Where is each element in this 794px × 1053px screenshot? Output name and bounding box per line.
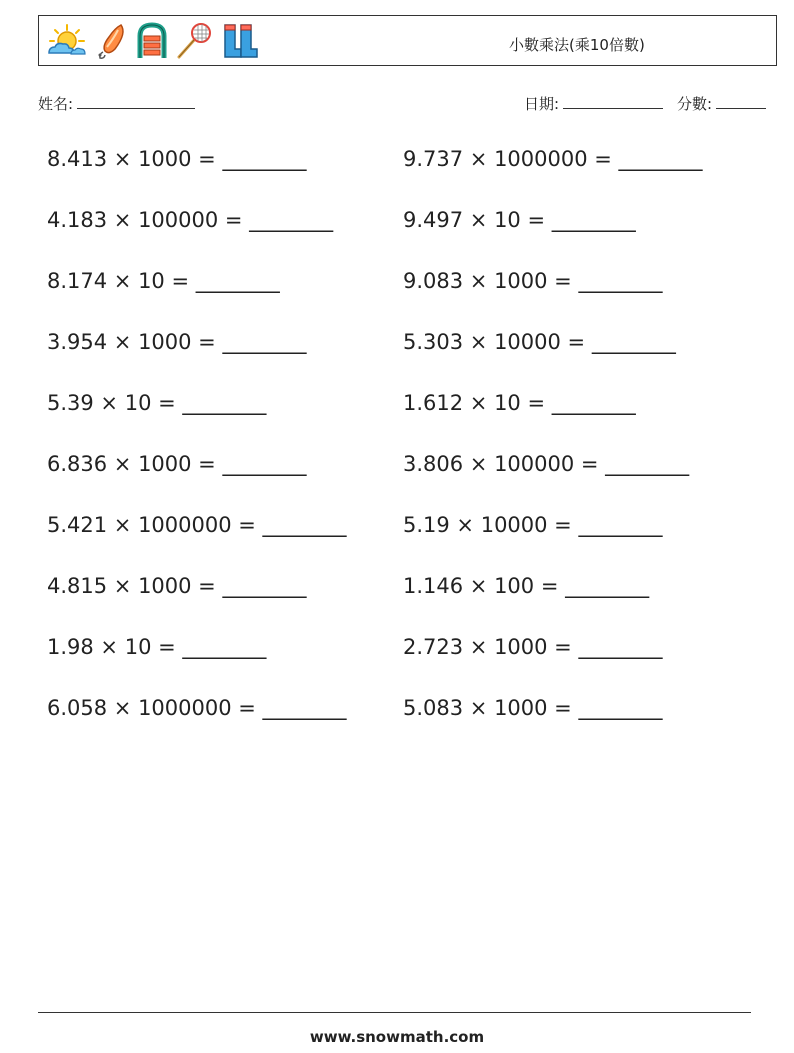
fishing-lure-icon [93,22,129,60]
problem-item: 6.836 × 1000 = ________ [47,452,307,476]
problem-item: 8.413 × 1000 = ________ [47,147,307,171]
worksheet-header [38,15,777,66]
score-label: 分數: [677,95,713,113]
sun-cloud-icon [43,22,87,60]
problem-item: 5.19 × 10000 = ________ [403,513,663,537]
score-field [677,93,766,114]
name-blank[interactable] [77,94,195,109]
score-blank[interactable] [716,94,766,109]
inflatable-boat-icon [135,22,169,60]
name-label: 姓名: [38,95,74,113]
date-blank[interactable] [563,94,663,109]
problem-item: 4.815 × 1000 = ________ [47,574,307,598]
problem-item: 1.612 × 10 = ________ [403,391,636,415]
date-label: 日期: [524,95,560,113]
problem-item: 5.421 × 1000000 = ________ [47,513,347,537]
problem-item: 5.083 × 1000 = ________ [403,696,663,720]
problem-item: 8.174 × 10 = ________ [47,269,280,293]
fishing-net-icon [175,22,213,60]
header-icons [43,21,261,61]
worksheet-title: 小數乘法(乘10倍數) [509,36,645,54]
problem-item: 9.083 × 1000 = ________ [403,269,663,293]
problem-item: 2.723 × 1000 = ________ [403,635,663,659]
problem-item: 4.183 × 100000 = ________ [47,208,334,232]
problem-item: 9.497 × 10 = ________ [403,208,636,232]
problem-item: 3.806 × 100000 = ________ [403,452,690,476]
problem-item: 3.954 × 1000 = ________ [47,330,307,354]
date-field [524,93,663,114]
problem-item: 6.058 × 1000000 = ________ [47,696,347,720]
footer-divider [38,1012,751,1013]
problem-item: 9.737 × 1000000 = ________ [403,147,703,171]
problem-item: 5.39 × 10 = ________ [47,391,267,415]
problem-item: 1.98 × 10 = ________ [47,635,267,659]
problem-item: 5.303 × 10000 = ________ [403,330,676,354]
footer-website: www.snowmath.com [309,1028,485,1046]
problem-item: 1.146 × 100 = ________ [403,574,650,598]
rain-boots-icon [219,22,261,60]
name-field [38,93,195,114]
